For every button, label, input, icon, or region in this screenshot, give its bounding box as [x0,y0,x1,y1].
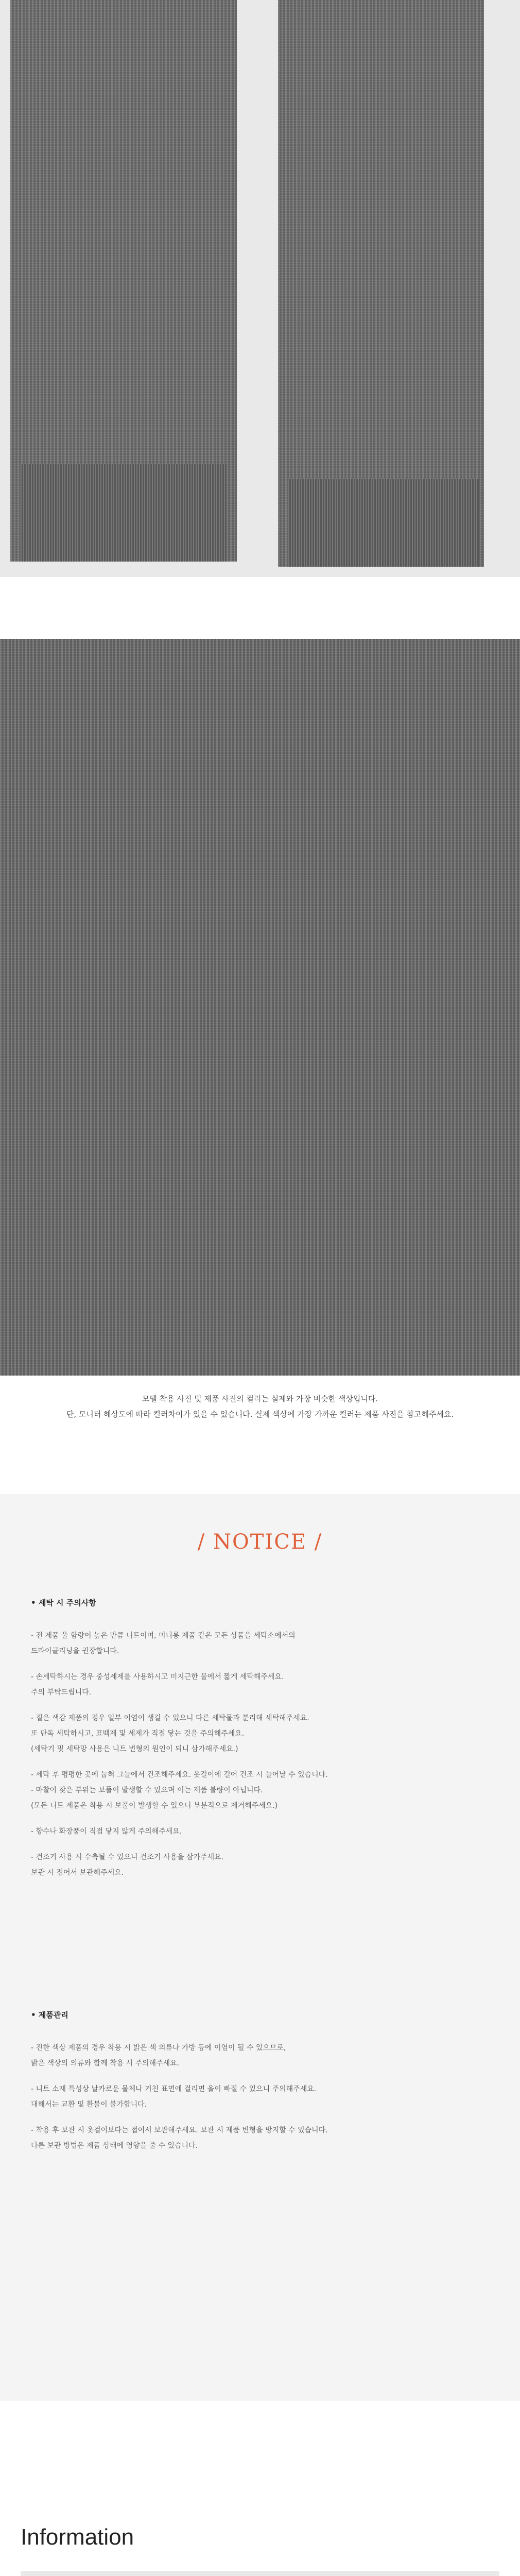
size-header-cell [349,2571,424,2576]
wash-heading: • 세탁 시 주의사항 [31,1598,96,1607]
size-table [21,2571,499,2576]
product-photo-knit-detail [0,639,520,1376]
size-table-header [21,2571,499,2576]
care-lines [31,2040,494,2154]
cuff-left [21,464,227,562]
wash-line: 드라이클리닝을 권장합니다. [31,1647,119,1655]
wash-line: (모든 니트 제품은 착용 시 보풀이 발생할 수 있으니 부분적으로 제거해주세요.) [31,1802,278,1810]
wash-line: - 손세탁하시는 경우 중성세제를 사용하시고 미지근한 물에서 짧게 세탁해주세요. [31,1673,284,1681]
care-line: - 니트 소재 특성상 날카로운 물체나 거친 표면에 걸리면 올이 빠질 수 있으니 주의해주세요. [31,2085,317,2093]
color-caption [0,1391,520,1422]
size-table-wrap [21,2571,499,2576]
caption-line-2: 단, 모니터 해상도에 따라 컬러차이가 있을 수 있습니다. 실제 색상에 가장 가까운 컬러는 제품 사진을 참고해주세요. [66,1410,454,1419]
size-header-cell [223,2571,274,2576]
size-header-cell [424,2571,499,2576]
care-line: - 착용 후 보관 시 옷걸이보다는 접어서 보관해주세요. 보관 시 제품 변형을 방지할 수 있습니다. [31,2126,328,2134]
care-heading: • 제품관리 [31,2010,68,2020]
wash-line: - 건조기 사용 시 수축될 수 있으니 건조기 사용을 삼가주세요. [31,1853,224,1861]
size-header-cell [21,2571,63,2576]
size-header-cell [114,2571,172,2576]
wash-line: - 향수나 화장품이 직접 닿지 않게 주의해주세요. [31,1827,182,1836]
wash-line: - 세탁 후 평평한 곳에 눕혀 그늘에서 건조해주세요. 옷걸이에 걸어 건조 시 늘어날 수 있습니다. [31,1771,328,1779]
wash-line: - 마찰이 잦은 부위는 보풀이 발생할 수 있으며 이는 제품 불량이 아닙니다. [31,1786,263,1794]
size-header-cell [63,2571,114,2576]
caption-line-1: 모델 착용 사진 및 제품 사진의 컬러는 실제와 가장 비슷한 색상입니다. [142,1394,378,1403]
size-header-cell [172,2571,223,2576]
information-title: Information [21,2524,134,2550]
notice-section [0,1494,520,2401]
wash-line: 보관 시 접어서 보관해주세요. [31,1869,124,1877]
cuff-right [288,479,479,567]
product-photo-sleeves [0,0,520,577]
wash-line: 또 단독 세탁하시고, 표백제 및 세제가 직접 닿는 것을 주의해주세요. [31,1730,245,1738]
care-line: 밝은 색상의 의류와 함께 착용 시 주의해주세요. [31,2059,180,2067]
wash-line: - 짙은 색감 제품의 경우 일부 이염이 생길 수 있으니 다른 세탁물과 분리해 세탁해주세요. [31,1714,309,1722]
wash-line: 주의 부탁드립니다. [31,1688,92,1697]
size-header-cell [274,2571,349,2576]
care-line: - 진한 색상 제품의 경우 착용 시 밝은 색 의류나 가방 등에 이염이 될 수 있으므로, [31,2044,286,2052]
care-line: 다른 보관 방법은 제품 상태에 영향을 줄 수 있습니다. [31,2142,198,2150]
notice-title: / NOTICE / [197,1530,323,1554]
wash-line: - 전 제품 울 함량이 높은 만큼 니트이며, 미니롱 제품 같은 모든 상품을 세탁소에서의 [31,1632,296,1640]
care-line: 대해서는 교환 및 환불이 불가합니다. [31,2100,147,2109]
wash-line: (세탁기 및 세탁망 사용은 니트 변형의 원인이 되니 삼가해주세요.) [31,1745,238,1753]
wash-lines [31,1628,494,1880]
